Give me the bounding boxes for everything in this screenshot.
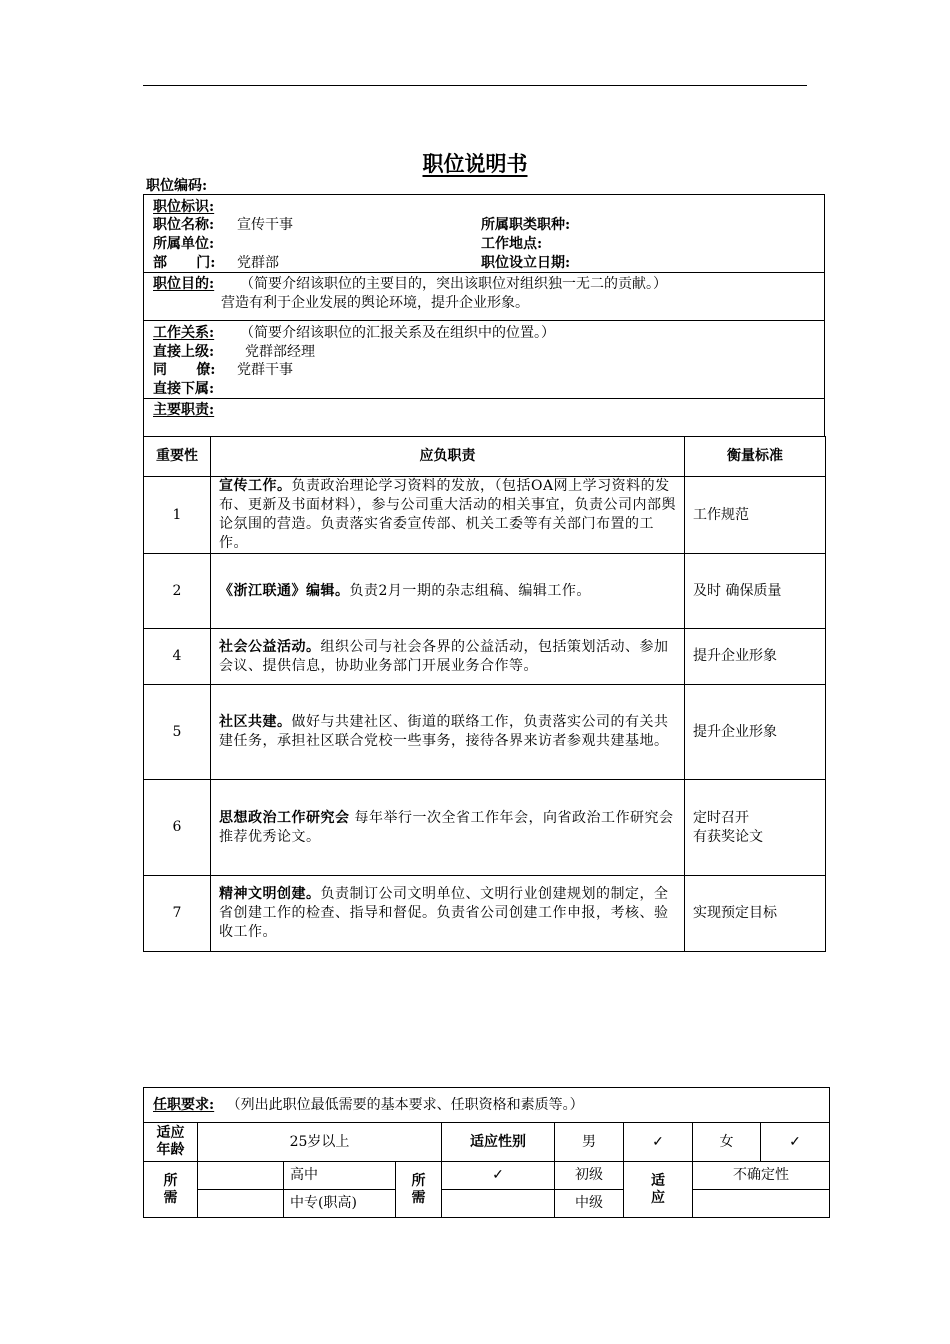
purpose-hint: （简要介绍该职位的主要目的，突出该职位对组织独一无二的贡献。） <box>240 276 667 292</box>
relations-hint: （简要介绍该职位的汇报关系及在组织中的位置。） <box>240 325 555 341</box>
duties-label: 主要职责: <box>153 402 215 418</box>
uncertainty-label: 不确定性 <box>693 1162 830 1190</box>
duty-cell <box>211 554 685 629</box>
duty-text: 每年举行一次全省工作年会，向省政治工作研究会推荐优秀论文。 <box>219 809 674 845</box>
duty-cell <box>211 780 685 876</box>
requirements-table <box>143 1087 830 1218</box>
requirements-hint: （列出此职位最低需要的基本要求、任职资格和素质等。） <box>226 1096 584 1113</box>
age-label: 适应年龄 <box>144 1123 198 1162</box>
table-row <box>144 554 826 629</box>
female-checkmark: ✓ <box>761 1123 830 1162</box>
level-option-1: 初级 <box>555 1162 624 1190</box>
category-label: 所属职类职种: <box>481 217 571 233</box>
table-row <box>144 876 826 952</box>
gender-label: 适应性别 <box>442 1123 555 1162</box>
edu-option-1: 高中 <box>284 1162 396 1190</box>
table-row <box>144 685 826 780</box>
importance-cell: 6 <box>144 780 211 876</box>
standard-cell: 定时召开 有获奖论文 <box>685 780 826 876</box>
adapt-label: 适应 <box>624 1162 693 1218</box>
peer-label: 同 僚: <box>153 362 216 378</box>
dept-value: 党群部 <box>237 255 279 271</box>
standard-cell: 提升企业形象 <box>685 629 826 685</box>
importance-cell: 4 <box>144 629 211 685</box>
importance-cell: 7 <box>144 876 211 952</box>
duty-cell <box>211 685 685 780</box>
duty-title: 社区共建。 <box>219 714 292 730</box>
edu-option-2: 中专(职高) <box>284 1190 396 1218</box>
position-code-label: 职位编码: <box>146 178 208 194</box>
duty-text: 负责制订公司文明单位、文明行业创建规划的制定，全省创建工作的检查、指导和督促。负责省公司创建工作申报，考核、验收工作。 <box>219 886 669 940</box>
purpose-text: 营造有利于企业发展的舆论环境，提升企业形象。 <box>221 295 529 311</box>
duty-text: 负责政治理论学习资料的发放，（包括OA网上学习资料的发布、更新及书面材料），参与公司重大活动的相关事宜，负责公司内部舆论氛围的营造。负责落实省委宣传部、机关工委等有关部门布置的工作。 <box>219 478 676 551</box>
position-name-label: 职位名称: <box>153 217 215 233</box>
header-importance: 重要性 <box>144 437 211 477</box>
dept-label: 部 门: <box>153 255 216 271</box>
empty-cell <box>693 1190 830 1218</box>
page-title: 职位说明书 <box>422 151 528 176</box>
subordinate-label: 直接下属: <box>153 381 215 397</box>
duty-cell <box>211 876 685 952</box>
duty-cell <box>211 477 685 554</box>
requirements-header-row <box>144 1088 830 1123</box>
duty-title: 精神文明创建。 <box>219 886 321 902</box>
need-label-1: 所需 <box>144 1162 198 1218</box>
importance-cell: 5 <box>144 685 211 780</box>
superior-label: 直接上级: <box>153 344 215 360</box>
duty-text: 组织公司与社会各界的公益活动，包括策划活动、参加会议、提供信息，协助业务部门开展业务合作等。 <box>219 638 669 674</box>
location-label: 工作地点: <box>481 236 543 252</box>
header-responsibility: 应负职责 <box>211 437 685 477</box>
standard-cell: 实现预定目标 <box>685 876 826 952</box>
empty-cell <box>198 1162 284 1190</box>
age-gender-row <box>144 1123 830 1162</box>
duties-header-row <box>144 437 826 477</box>
unit-label: 所属单位: <box>153 236 215 252</box>
standard-cell: 及时 确保质量 <box>685 554 826 629</box>
relations-label: 工作关系: <box>153 325 215 341</box>
standard-cell: 提升企业形象 <box>685 685 826 780</box>
level-checkmark: ✓ <box>442 1162 555 1190</box>
importance-cell: 2 <box>144 554 211 629</box>
level-option-2: 中级 <box>555 1190 624 1218</box>
education-row-2 <box>144 1190 830 1218</box>
duty-title: 宣传工作。 <box>219 478 292 494</box>
education-row-1 <box>144 1162 830 1190</box>
importance-cell: 1 <box>144 477 211 554</box>
male-checkmark: ✓ <box>624 1123 693 1162</box>
date-label: 职位设立日期: <box>481 255 571 271</box>
header-standard: 衡量标准 <box>685 437 826 477</box>
requirements-label: 任职要求: <box>153 1096 215 1113</box>
duties-table <box>143 436 826 952</box>
duty-title: 社会公益活动。 <box>219 638 321 655</box>
peer-value: 党群干事 <box>237 362 293 378</box>
divider-duties <box>143 398 825 399</box>
table-row <box>144 780 826 876</box>
male-label: 男 <box>555 1123 624 1162</box>
empty-cell <box>442 1190 555 1218</box>
duty-text: 负责2月一期的杂志组稿、编辑工作。 <box>349 582 591 599</box>
duty-title: 《浙江联通》编辑。 <box>219 582 350 599</box>
divider-relations <box>143 320 825 321</box>
divider-purpose <box>143 272 825 273</box>
header-rule <box>143 85 807 86</box>
duty-title: 思想政治工作研究会 <box>219 809 350 826</box>
duty-text: 做好与共建社区、街道的联络工作，负责落实公司的有关共建任务，承担社区联合党校一些事务，接待各界来访者参观共建基地。 <box>219 714 669 749</box>
table-row <box>144 629 826 685</box>
purpose-label: 职位目的: <box>153 276 215 292</box>
superior-value: 党群部经理 <box>245 344 315 360</box>
identity-section-label: 职位标识: <box>153 199 215 215</box>
standard-cell: 工作规范 <box>685 477 826 554</box>
duty-cell <box>211 629 685 685</box>
female-label: 女 <box>693 1123 761 1162</box>
empty-cell <box>198 1190 284 1218</box>
need-label-2: 所需 <box>396 1162 442 1218</box>
table-row <box>144 477 826 554</box>
age-value: 25岁以上 <box>198 1123 442 1162</box>
position-name-value: 宣传干事 <box>237 217 293 233</box>
requirements-header-cell <box>144 1088 830 1123</box>
